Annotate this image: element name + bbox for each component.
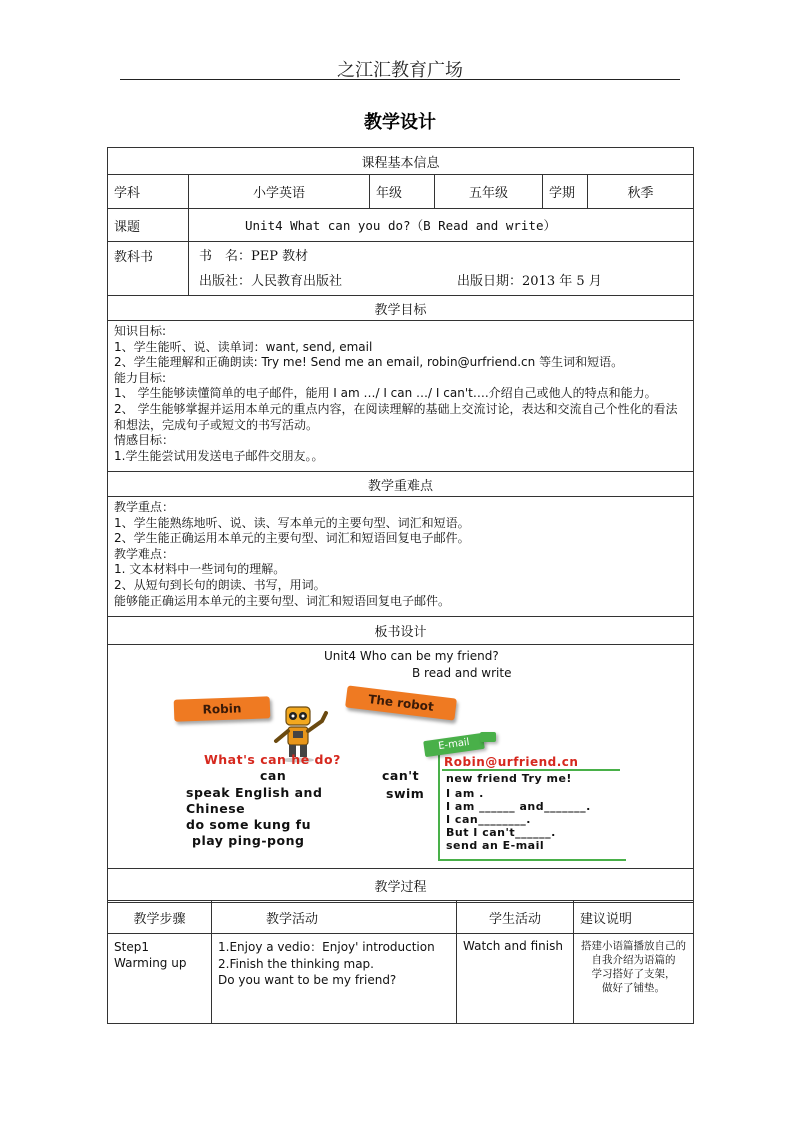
step-cell	[108, 934, 212, 1024]
objective-line: 能力目标:	[114, 370, 167, 385]
objective-line: 1、学生能听、说、读单词：want, send, email	[114, 339, 373, 354]
textbook-value	[189, 242, 694, 296]
pub-date: 出版日期：2013 年 5 月	[457, 274, 602, 289]
email-line: I am ______ and_______.	[446, 800, 591, 813]
step-line: Warming up	[114, 956, 187, 970]
header-note: 建议说明	[574, 901, 694, 934]
question-text: What's can he do?	[204, 752, 341, 767]
section-basic-info: 课程基本信息	[108, 148, 694, 175]
header-org: 之江汇教育广场	[337, 60, 463, 81]
subject-label: 学科	[108, 175, 189, 209]
section-objectives: 教学目标	[108, 296, 694, 321]
grade-value: 五年级	[435, 175, 543, 209]
can-heading: can	[260, 768, 287, 783]
book-name: 书 名：PEP 教材	[199, 249, 309, 264]
note-cell	[574, 934, 694, 1024]
note-line: 自我介绍为语篇的	[591, 954, 676, 966]
keypoint-line: 1、学生能熟练地听、说、读、写本单元的主要句型、词汇和短语。	[114, 515, 470, 530]
term-value: 秋季	[588, 175, 694, 209]
header-rule	[120, 79, 680, 80]
objective-line: 1.学生能尝试用发送电子邮件交朋友。。	[114, 448, 324, 463]
textbook-label: 教科书	[108, 242, 189, 296]
keypoint-line: 2、从短句到长句的朗读、书写，用词。	[114, 577, 326, 592]
objective-line: 和想法，完成句子或短文的书写活动。	[114, 417, 319, 432]
topic-label: 课题	[108, 209, 189, 242]
subject-value: 小学英语	[189, 175, 370, 209]
email-line: I am .	[446, 787, 484, 800]
keypoint-line: 教学难点：	[114, 546, 175, 561]
email-line: But I can't______.	[446, 826, 556, 839]
email-line: I can________.	[446, 813, 531, 826]
process-table	[107, 900, 694, 1024]
grade-label: 年级	[370, 175, 435, 209]
section-keypoints: 教学重难点	[108, 472, 694, 497]
activity-cell	[212, 934, 457, 1024]
board-design	[108, 645, 694, 869]
tag-email: E-mail	[423, 733, 485, 757]
objective-line: 2、 学生能够掌握并运用本单元的重点内容，在阅读理解的基础上交流讨论，表达和交流自己个性化的看法	[114, 401, 678, 416]
student-cell	[457, 934, 574, 1024]
term-label: 学期	[543, 175, 588, 209]
board-line1: Unit4 Who can be my friend?	[324, 649, 499, 663]
publisher: 出版社：人民教育出版社	[199, 274, 343, 289]
board-line2: B read and write	[412, 666, 512, 680]
keypoint-line: 能够能正确运用本单元的主要句型、词汇和短语回复电子邮件。	[114, 593, 451, 608]
keypoint-line: 1. 文本材料中一些词句的理解。	[114, 562, 286, 577]
note-line: 做好了铺垫。	[602, 982, 665, 994]
step-line: Step1	[114, 940, 149, 954]
activity-line: Do you want to be my friend?	[218, 973, 397, 987]
topic-value	[189, 209, 694, 242]
email-line: send an E-mail	[446, 839, 545, 852]
cant-item: swim	[386, 786, 425, 801]
can-item: Chinese	[186, 801, 246, 816]
objective-line: 知识目标:	[114, 324, 167, 338]
section-process: 教学过程	[108, 869, 694, 903]
keypoint-line: 2、学生能正确运用本单元的主要句型、词汇和短语回复电子邮件。	[114, 531, 470, 546]
objectives-block	[108, 321, 694, 472]
course-info-table	[107, 147, 694, 903]
topic-text: Unit4 What can you do?（B Read and write）	[245, 218, 556, 233]
activity-line: 2.Finish the thinking map.	[218, 956, 374, 971]
email-tag-stub	[480, 732, 496, 742]
objective-line: 情感目标：	[114, 433, 175, 448]
email-divider	[442, 769, 620, 771]
publisher-line	[195, 269, 687, 294]
objective-line: 1、 学生能够读懂简单的电子邮件，能用 I am …/ I can …/ I can't….介绍自己或他人的特点和能力。	[114, 386, 657, 401]
activity-line: 1.Enjoy a vedio：Enjoy' introduction	[218, 940, 435, 954]
note-line: 搭建小语篇播放自己的	[581, 940, 686, 952]
can-item: speak English and	[186, 785, 323, 800]
can-item: do some kung fu	[186, 817, 312, 832]
document-title: 教学设计	[364, 112, 436, 133]
header-activity: 教学活动	[212, 901, 457, 934]
keypoint-line: 教学重点：	[114, 500, 175, 514]
email-address: Robin@urfriend.cn	[444, 755, 579, 769]
keypoints-block	[108, 497, 694, 617]
objective-line: 2、学生能理解和正确朗读: Try me! Send me an email, robin@urfriend.cn 等生词和短语。	[114, 355, 624, 370]
student-activity: Watch and finish	[463, 939, 563, 953]
tag-robot: The robot	[345, 685, 457, 720]
email-line: new friend Try me!	[446, 772, 572, 785]
header-student: 学生活动	[457, 901, 574, 934]
note-line: 学习搭好了支架，	[591, 968, 676, 980]
cant-heading: can't	[382, 768, 420, 783]
can-item: play ping-pong	[192, 833, 305, 848]
header-step: 教学步骤	[108, 901, 212, 934]
tag-robin: Robin	[174, 696, 271, 721]
section-board: 板书设计	[108, 617, 694, 645]
table-row	[108, 934, 694, 1024]
